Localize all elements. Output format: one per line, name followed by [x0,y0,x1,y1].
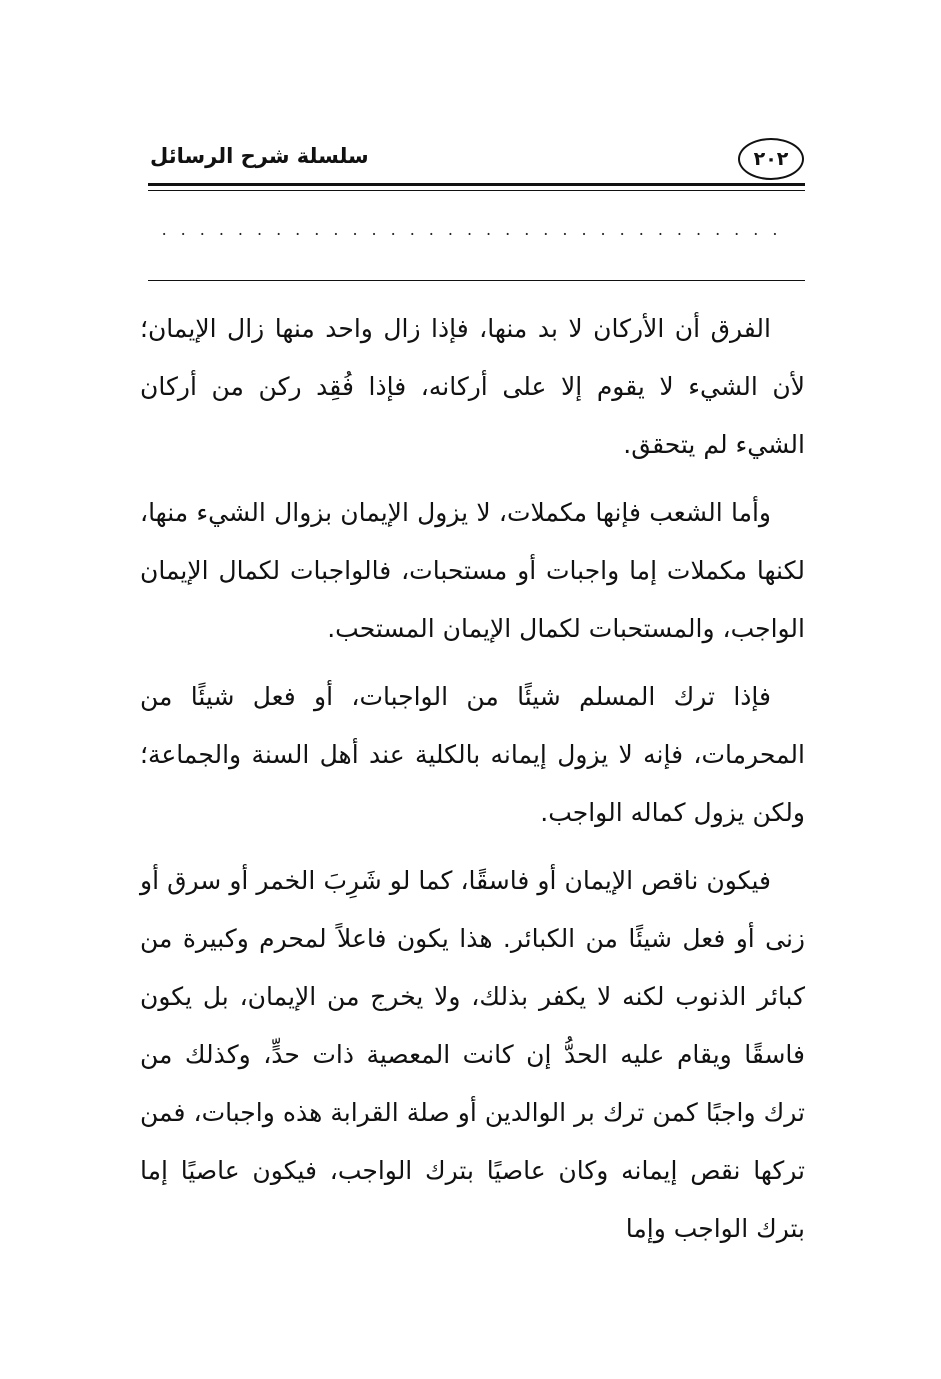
page-number: ٢٠٢ [738,138,804,180]
paragraph-4: فيكون ناقص الإيمان أو فاسقًا، كما لو شَرِبَ الخمر أو سرق أو زنى أو فعل شيئًا من الكبائر. هذا يكون فاعلاً لمحرم وكبيرة من كبائر الذنوب لكنه لا يكفر بذلك، ولا يخرج من الإيمان، بل يكون فاسقًا ويقام عليه الحدُّ إن كانت المعصية ذات حدٍّ، وكذلك من ترك واجبًا كمن ترك بر الوالدين أو صلة القرابة هذه واجبات، فمن تركها نقص إيمانه وكان عاصيًا بترك الواجب، فيكون عاصيًا إما بترك الواجب وإما [140,866,805,1243]
paragraph-3: فإذا ترك المسلم شيئًا من الواجبات، أو فعل شيئًا من المحرمات، فإنه لا يزول إيمانه بالكلية عند أهل السنة والجماعة؛ ولكن يزول كماله الواجب. [140,682,805,827]
dotted-ellipsis: ................................. [161,220,792,239]
separator-rule [148,280,805,281]
header-rule-thin [148,190,805,191]
paragraph-1: الفرق أن الأركان لا بد منها، فإذا زال واحد منها زال الإيمان؛ لأن الشيء لا يقوم إلا على أركانه، فإذا فُقِد ركن من أركان الشيء لم يتحقق. [140,314,805,459]
paragraph-2: وأما الشعب فإنها مكملات، لا يزول الإيمان بزوال الشيء منها، لكنها مكملات إما واجبات أو مستحبات، فالواجبات لكمال الإيمان الواجب، والمستحبات لكمال الإيمان المستحب. [140,498,805,643]
header-rule-thick [148,183,805,186]
running-header-title: سلسلة شرح الرسائل [150,144,369,168]
body-text [140,300,805,1268]
